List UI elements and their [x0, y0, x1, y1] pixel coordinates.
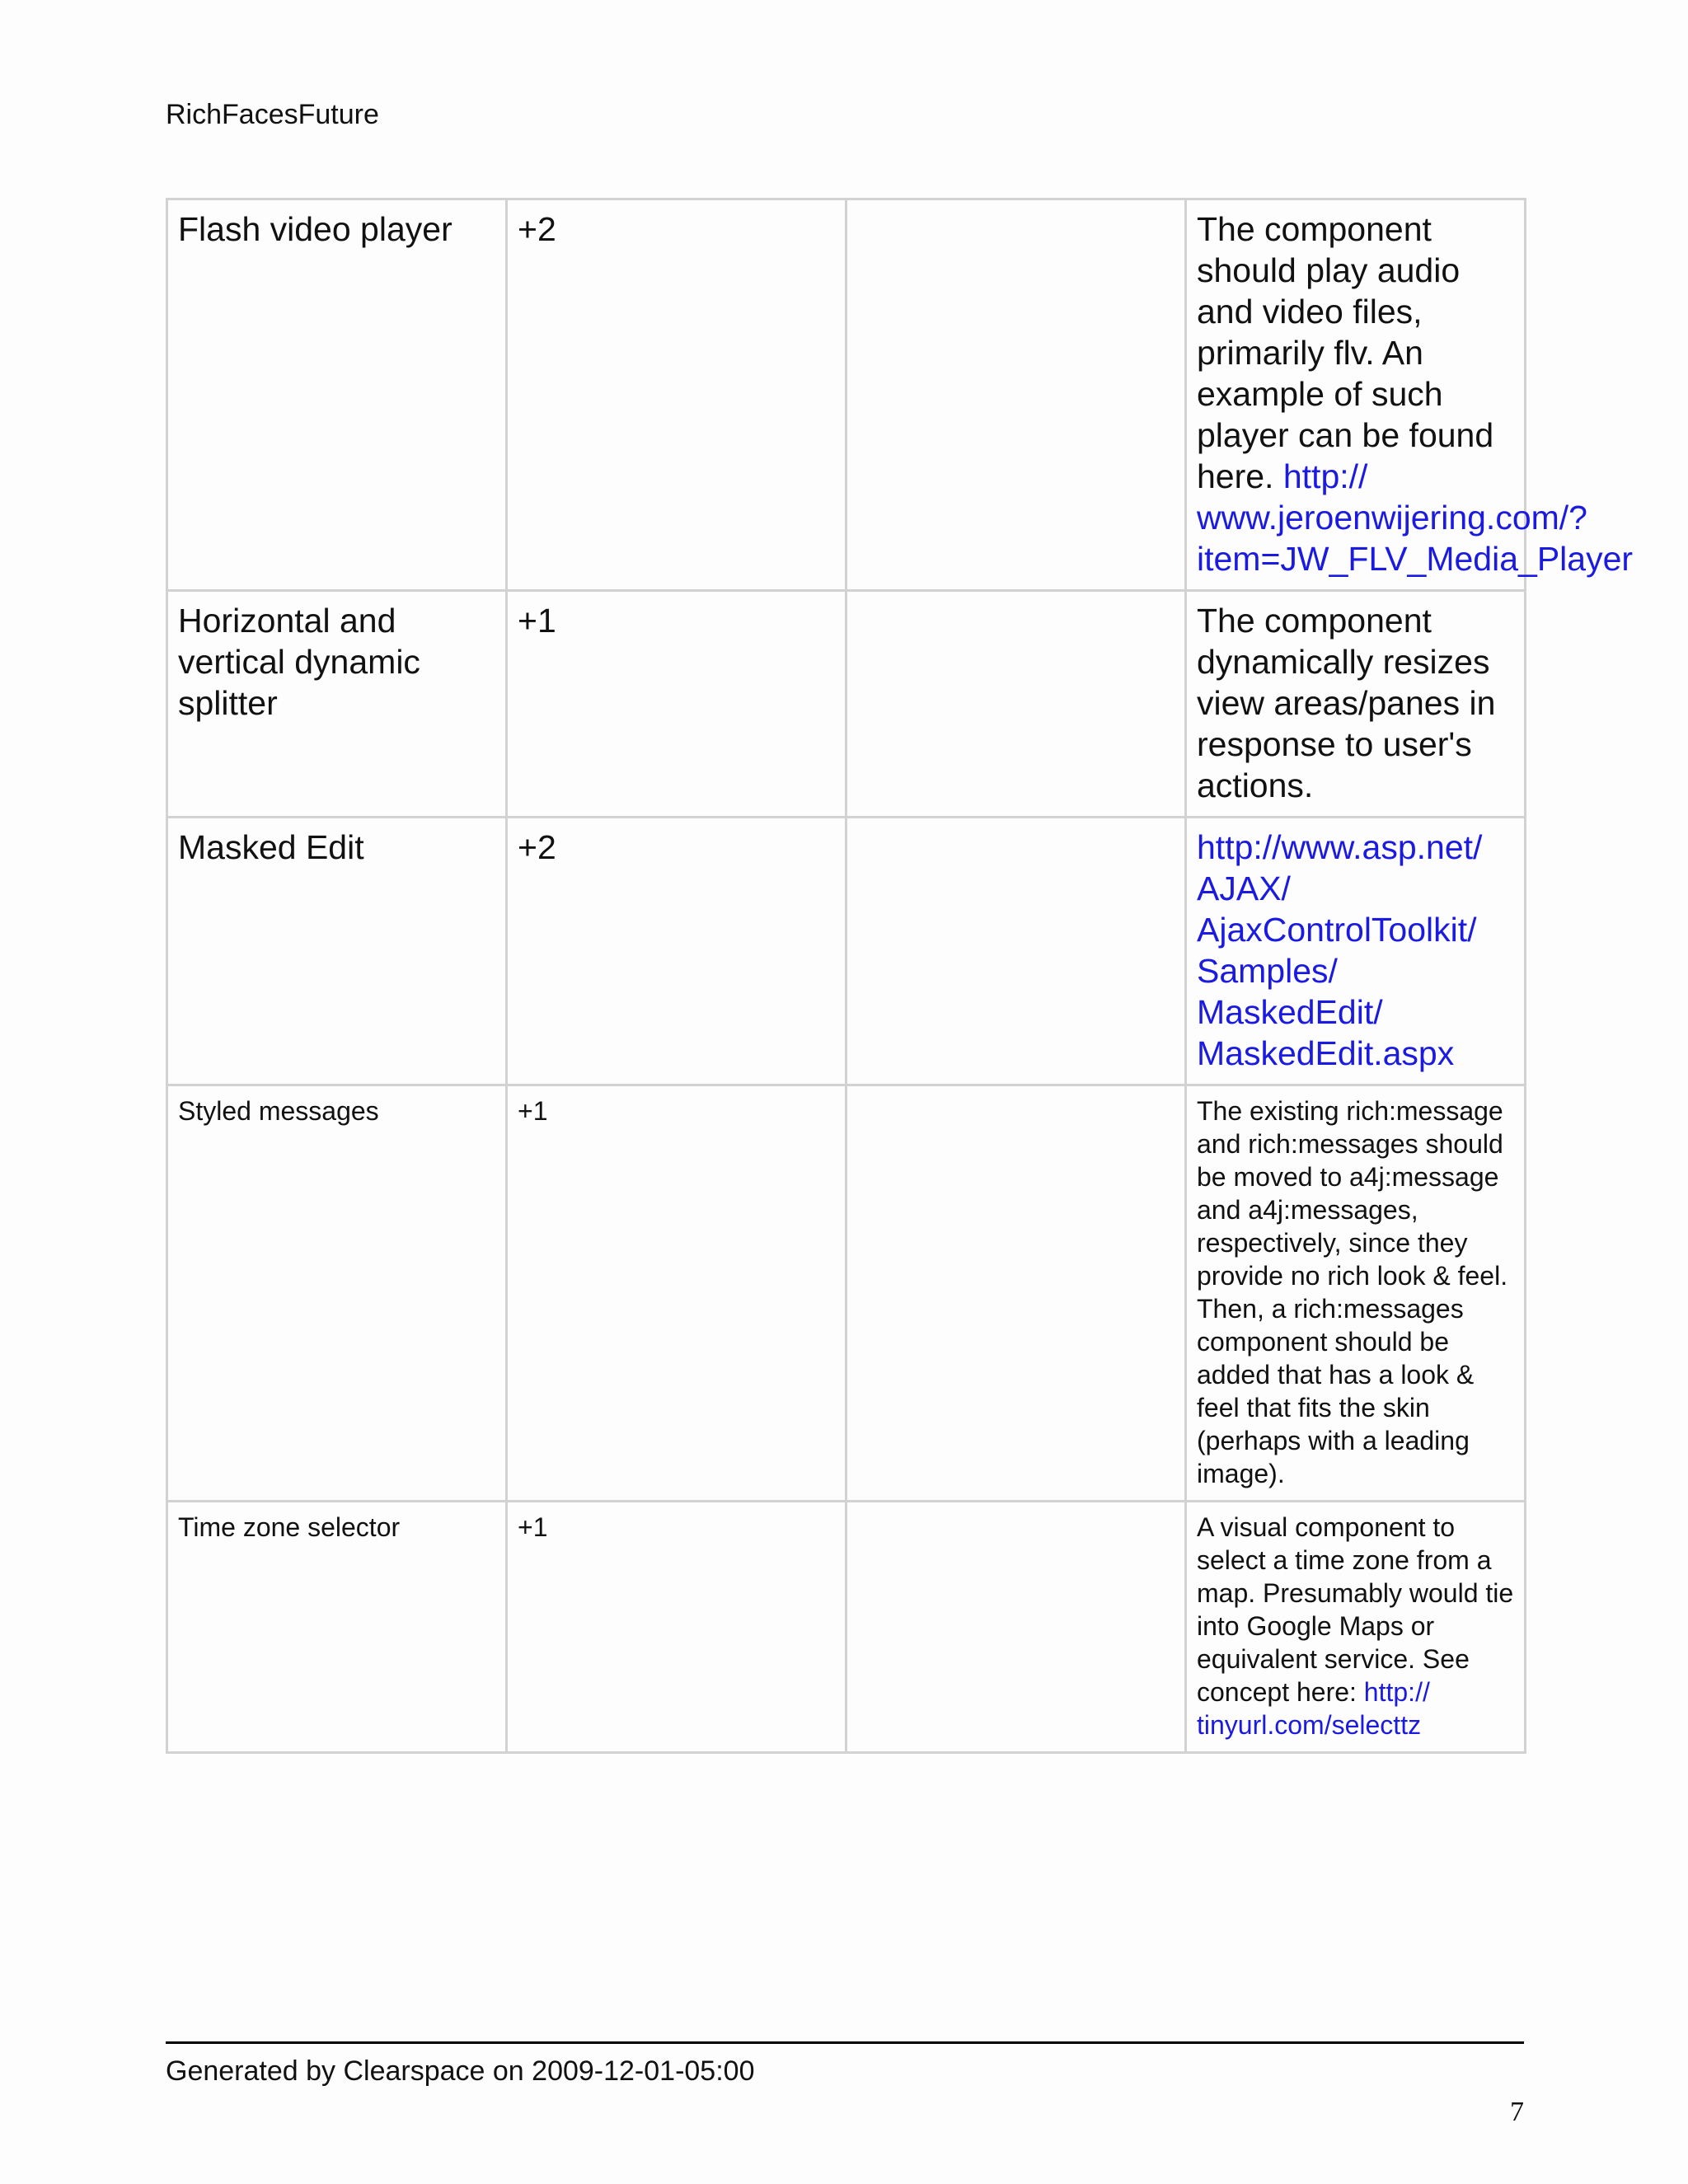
link-line: tinyurl.com/selecttz	[1197, 1710, 1422, 1740]
feature-name-cell: Horizontal and vertical dynamic splitter	[167, 591, 507, 818]
link-line: AJAX/	[1197, 869, 1291, 907]
footer-divider	[166, 2041, 1524, 2044]
description-cell	[1186, 1502, 1526, 1753]
vote-cell: +1	[507, 1502, 846, 1753]
empty-cell	[846, 199, 1186, 591]
empty-cell	[846, 1085, 1186, 1502]
table-row	[167, 1085, 1526, 1502]
vote-cell: +1	[507, 1085, 846, 1502]
link-line: item=JW_FLV_Media_Player	[1197, 540, 1634, 578]
vote-cell: +1	[507, 591, 846, 818]
feature-name-cell: Flash video player	[167, 199, 507, 591]
link-line: MaskedEdit.aspx	[1197, 1034, 1455, 1072]
link-line: http://www.asp.net/	[1197, 828, 1483, 866]
empty-cell	[846, 591, 1186, 818]
empty-cell	[846, 818, 1186, 1085]
link-line: www.jeroenwijering.com/?	[1197, 499, 1587, 537]
page-number: 7	[1510, 2097, 1524, 2127]
description-cell	[1186, 818, 1526, 1085]
vote-cell: +2	[507, 199, 846, 591]
feature-table	[166, 198, 1634, 1754]
description-text: The component should play audio and video files, primarily flv. An example of such player can be found here.	[1197, 210, 1494, 495]
link-line: AjaxControlToolkit/	[1197, 911, 1477, 949]
page-header-title: RichFacesFuture	[166, 99, 379, 130]
description-cell: The existing rich:message and rich:messages should be moved to a4j:message and a4j:messages, respectively, since they provide no rich look & feel. Then, a rich:messages component should be added that has a look & feel that fits the skin (perhaps with a leading image).	[1186, 1085, 1526, 1502]
link-line: Samples/	[1197, 952, 1338, 990]
empty-cell	[846, 1502, 1186, 1753]
table-row	[167, 199, 1526, 591]
description-link[interactable]	[1197, 828, 1482, 1072]
feature-name-cell: Styled messages	[167, 1085, 507, 1502]
footer-generated-text: Generated by Clearspace on 2009-12-01-05:00	[166, 2055, 755, 2087]
table-row	[167, 818, 1526, 1085]
description-cell	[1186, 199, 1634, 591]
link-line: http://	[1363, 1677, 1430, 1707]
feature-name-cell: Time zone selector	[167, 1502, 507, 1753]
description-cell: The component dynamically resizes view areas/panes in response to user's actions.	[1186, 591, 1526, 818]
vote-cell: +2	[507, 818, 846, 1085]
feature-name-cell: Masked Edit	[167, 818, 507, 1085]
table-row	[167, 591, 1526, 818]
description-text: A visual component to select a time zone from a map. Presumably would tie into Google Maps or equivalent service. See concept here:	[1197, 1512, 1514, 1707]
link-line: MaskedEdit/	[1197, 993, 1383, 1031]
table-row	[167, 1502, 1526, 1753]
link-line: http://	[1282, 457, 1368, 495]
